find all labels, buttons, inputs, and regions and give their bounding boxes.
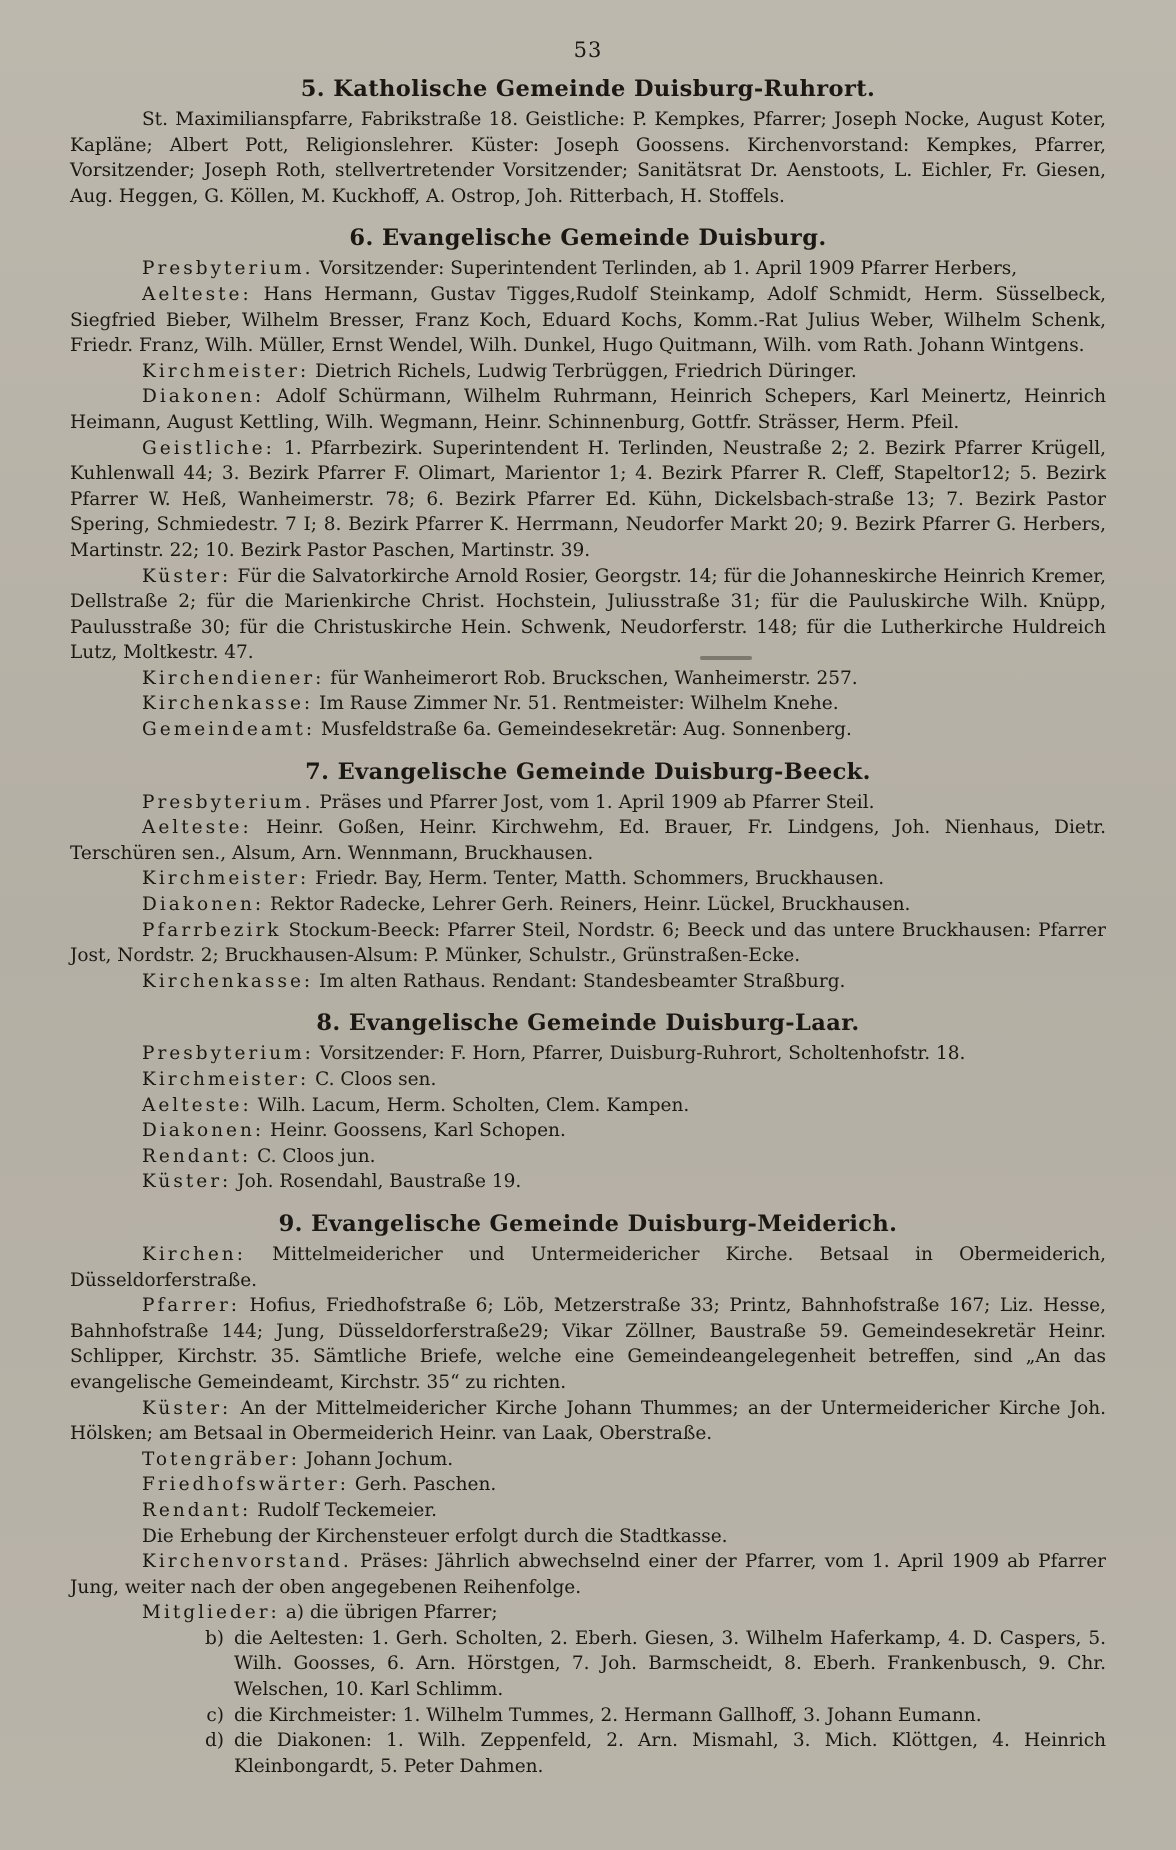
- section-5: [70, 76, 1106, 209]
- mitglieder-list: [70, 1626, 1106, 1780]
- aelteste-entry: [70, 282, 1106, 359]
- section-5-title: 5. Katholische Gemeinde Duisburg-Ruhrort.: [300, 76, 876, 102]
- entry-text: Hans Hermann, Gustav Tigges,Rudolf Steinkamp, Adolf Schmidt, Herm. Süsselbeck, Siegfried Bieber, Wilhelm Bresser, Franz Koch, Eduard Kochs, Komm.-Rat Julius Weber, Wilhelm Schenk, Friedr. Franz, Wilh. Müller, Ernst Wendel, Wilh. Dunkel, Hugo Quitmann, Wilh. vom Rath. Johann Wintgens.: [70, 283, 1107, 357]
- geistliche-entry: [70, 436, 1106, 564]
- kirchmeister-entry: [70, 866, 1106, 892]
- kirchmeister-entry: [70, 1067, 1106, 1093]
- entry-label: Aelteste:: [142, 283, 252, 305]
- page-number: 53: [573, 38, 603, 62]
- entry-text: Im alten Rathaus. Rendant: Standesbeamter Straßburg.: [319, 970, 846, 992]
- entry-label: Kirchenvorstand.: [142, 1551, 352, 1573]
- entry-label: Küster:: [142, 1397, 232, 1419]
- entry-label: Presbyterium.: [142, 258, 314, 280]
- entry-label: Kirchendiener:: [142, 667, 325, 689]
- diakonen-entry: [70, 384, 1106, 435]
- entry-label: Aelteste:: [142, 1094, 252, 1116]
- entry-text: Adolf Schürmann, Wilhelm Ruhrmann, Heinrich Schepers, Karl Meinertz, Heinrich Heimann, August Kettling, Wilh. Wegmann, Heinr. Schinnenburg, Gottfr. Strässer, Herm. Pfeil.: [70, 386, 1106, 433]
- entry-label: Totengräber:: [142, 1448, 300, 1470]
- entry-text: Heinr. Goossens, Karl Schopen.: [270, 1120, 566, 1142]
- entry-text: Rektor Radecke, Lehrer Gerh. Reiners, Heinr. Lückel, Bruckhausen.: [270, 894, 911, 916]
- list-marker: d): [204, 1730, 224, 1752]
- section-9-title: 9. Evangelische Gemeinde Duisburg-Meiderich.: [278, 1210, 898, 1237]
- totengraeber-entry: [70, 1447, 1106, 1473]
- entry-label: Presbyterium.: [142, 791, 314, 813]
- pfarrer-entry: [70, 1293, 1106, 1395]
- entry-text: Wilh. Lacum, Herm. Scholten, Clem. Kampen.: [257, 1094, 690, 1116]
- entry-text: Friedr. Bay, Herm. Tenter, Matth. Schommers, Bruckhausen.: [315, 868, 885, 890]
- entry-label: Kirchenkasse:: [142, 693, 314, 715]
- entry-label: Kirchmeister:: [142, 1069, 310, 1090]
- entry-label: Küster:: [142, 565, 232, 587]
- gemeindeamt-entry: [70, 717, 1106, 743]
- aelteste-entry: [70, 1093, 1106, 1119]
- section-8-title: 8. Evangelische Gemeinde Duisburg-Laar.: [316, 1010, 860, 1037]
- entry-text: Gerh. Paschen.: [354, 1474, 497, 1496]
- diakonen-entry: [70, 1118, 1106, 1144]
- entry-label: Rendant:: [142, 1499, 252, 1521]
- list-text: die Kirchmeister: 1. Wilhelm Tummes, 2. Hermann Gallhoff, 3. Johann Eumann.: [234, 1704, 982, 1726]
- list-marker: b): [204, 1627, 224, 1649]
- presbyterium-entry: [70, 256, 1106, 282]
- list-marker: a): [285, 1602, 304, 1624]
- entry-text: C. Cloos jun.: [257, 1145, 376, 1167]
- presbyterium-entry: [70, 1041, 1106, 1067]
- entry-label: Pfarrer:: [142, 1295, 241, 1317]
- list-marker: c): [206, 1704, 224, 1726]
- entry-text: Präses: Jährlich abwechselnd einer der Pfarrer, vom 1. April 1909 ab Pfarrer Jung, weiter nach der oben angegebenen Reihenfolge.: [70, 1551, 1106, 1598]
- kirchmeister-entry: [70, 359, 1106, 385]
- diakonen-entry: [70, 892, 1106, 918]
- entry-label: Presbyterium:: [142, 1043, 314, 1065]
- entry-text: Hofius, Friedhofstraße 6; Löb, Metzerstraße 33; Printz, Bahnhofstraße 167; Liz. Hesse, Bahnhofstraße 144; Jung, Düsseldorferstraße29; Vikar Zöllner, Baustraße 59. Gemeindesekretär Heinr. Schlipper, Kirchstr. 35. Sämtliche Briefe, welche eine Gemeindeangelegenheit betreffen, sind „An das evangelische Gemeindeamt, Kirchstr. 35“ zu richten.: [70, 1295, 1106, 1393]
- section-7: [70, 759, 1106, 995]
- list-text: die Aeltesten: 1. Gerh. Scholten, 2. Eberh. Giesen, 3. Wilhelm Haferkamp, 4. D. Caspers, 5. Wilh. Goosses, 6. Arn. Hörstgen, 7. Joh. Barmscheidt, 8. Eberh. Frankenbusch, 9. Chr. Welschen, 10. Karl Schlimm.: [234, 1627, 1106, 1701]
- entry-label: Pfarrbezirk: [142, 919, 282, 941]
- entry-label: Kirchmeister:: [142, 360, 310, 382]
- entry-label: Diakonen:: [142, 894, 265, 916]
- entry-label: Diakonen:: [142, 1120, 265, 1142]
- entry-label: Küster:: [142, 1171, 232, 1193]
- list-item-c: [182, 1703, 1106, 1729]
- entry-text: 1. Pfarrbezirk. Superintendent H. Terlinden, Neustraße 2; 2. Bezirk Pfarrer Krügell, Kuhlenwall 44; 3. Bezirk Pfarrer F. Olimart, Marientor 1; 4. Bezirk Pfarrer R. Cleff, Stapeltor12; 5. Bezirk Pfarrer W. Heß, Wanheimerstr. 78; 6. Bezirk Pfarrer Ed. Kühn, Dickelsbach-straße 13; 7. Bezirk Pastor Spering, Schmiedestr. 7 I; 8. Bezirk Pfarrer K. Herrmann, Neudorfer Markt 20; 9. Bezirk Pfarrer G. Herbers, Martinstr. 22; 10. Bezirk Pastor Paschen, Martinstr. 39.: [70, 437, 1106, 561]
- list-text: die Diakonen: 1. Wilh. Zeppenfeld, 2. Arn. Mismahl, 3. Mich. Klöttgen, 4. Heinrich Kleinbongardt, 5. Peter Dahmen.: [234, 1730, 1106, 1777]
- kirchensteuer-note: Die Erhebung der Kirchensteuer erfolgt durch die Stadtkasse.: [142, 1525, 728, 1547]
- friedhofswaerter-entry: [70, 1472, 1106, 1498]
- entry-text: Vorsitzender: Superintendent Terlinden, ab 1. April 1909 Pfarrer Herbers,: [319, 258, 1018, 280]
- section-9: [70, 1211, 1106, 1779]
- kuester-entry: [70, 564, 1106, 666]
- section-6: [70, 225, 1106, 742]
- mitglieder-entry: [70, 1600, 1106, 1626]
- entry-label: Kirchen:: [142, 1243, 246, 1265]
- entry-text: Vorsitzender: F. Horn, Pfarrer, Duisburg-Ruhrort, Scholtenhofstr. 18.: [319, 1043, 966, 1065]
- entry-label: Kirchmeister:: [142, 868, 310, 890]
- entry-text: Heinr. Goßen, Heinr. Kirchwehm, Ed. Brauer, Fr. Lindgens, Joh. Nienhaus, Dietr. Terschüren sen., Alsum, Arn. Wennmann, Bruckhausen.: [70, 817, 1106, 864]
- entry-text: Rudolf Teckemeier.: [257, 1499, 438, 1521]
- entry-label: Geistliche:: [142, 437, 275, 459]
- entry-text: C. Cloos sen.: [315, 1069, 437, 1090]
- pencil-mark: [700, 656, 752, 660]
- entry-text: Für die Salvatorkirche Arnold Rosier, Georgstr. 14; für die Johanneskirche Heinrich Kremer, Dellstraße 2; für die Marienkirche Christ. Hochstein, Juliusstraße 31; für die Pauluskirche Wilh. Knüpp, Paulusstraße 30; für die Christuskirche Hein. Schwenk, Neudorferstr. 148; für die Lutherkirche Huldreich Lutz, Moltkestr. 47.: [70, 565, 1106, 664]
- list-item-b: [182, 1626, 1106, 1703]
- list-item-a: [286, 1602, 498, 1623]
- list-item-d: [182, 1728, 1106, 1779]
- entry-label: Diakonen:: [142, 386, 265, 408]
- kuester-entry: [70, 1169, 1106, 1195]
- entry-label: Aelteste:: [142, 817, 252, 839]
- entry-text: Präses und Pfarrer Jost, vom 1. April 1909 ab Pfarrer Steil.: [319, 791, 875, 813]
- aelteste-entry: [70, 815, 1106, 866]
- entry-text: Stockum-Beeck: Pfarrer Steil, Nordstr. 6; Beeck und das untere Bruckhausen: Pfarrer Jost, Nordstr. 2; Bruckhausen-Alsum: P. Münker, Schulstr., Grünstraßen-Ecke.: [70, 919, 1106, 967]
- kirchenkasse-entry: [70, 969, 1106, 995]
- presbyterium-entry: [70, 790, 1106, 816]
- kirchenkasse-entry: [70, 691, 1106, 717]
- kirchendiener-entry: [70, 666, 1106, 692]
- entry-label: Kirchenkasse:: [142, 970, 314, 992]
- entry-text: Musfeldstraße 6a. Gemeindesekretär: Aug. Sonnenberg.: [320, 719, 852, 741]
- entry-text: Dietrich Richels, Ludwig Terbrüggen, Friedrich Düringer.: [315, 360, 857, 382]
- entry-label: Rendant:: [142, 1145, 252, 1167]
- entry-text: Im Rause Zimmer Nr. 51. Rentmeister: Wilhelm Knehe.: [319, 693, 839, 715]
- entry-text: Joh. Rosendahl, Baustraße 19.: [237, 1171, 522, 1193]
- entry-text: für Wanheimerort Rob. Bruckschen, Wanheimerstr. 257.: [330, 667, 858, 689]
- entry-label: Mitglieder:: [142, 1602, 280, 1624]
- entry-text: Mittelmeidericher und Untermeidericher Kirche. Betsaal in Obermeiderich, Düsseldorferstraße.: [70, 1243, 1106, 1291]
- rendant-entry: [70, 1144, 1106, 1170]
- kirchenvorstand-entry: [70, 1549, 1106, 1600]
- list-text: die übrigen Pfarrer;: [309, 1602, 498, 1624]
- entry-text: Johann Jochum.: [305, 1448, 454, 1470]
- section-5-text: St. Maximilianspfarre, Fabrikstraße 18. Geistliche: P. Kempkes, Pfarrer; Joseph Nocke, August Koter, Kapläne; Albert Pott, Religionslehrer. Küster: Joseph Goossens. Kirchenvorstand: Kempkes, Pfarrer, Vorsitzender; Joseph Roth, stellvertretender Vorsitzender; Sanitätsrat Dr. Aenstoots, L. Eichler, Fr. Giesen, Aug. Heggen, G. Köllen, M. Kuckhoff, A. Ostrop, Joh. Ritterbach, H. Stoffels.: [70, 109, 1106, 207]
- section-6-title: 6. Evangelische Gemeinde Duisburg.: [349, 225, 827, 252]
- entry-text: An der Mittelmeidericher Kirche Johann Thummes; an der Untermeidericher Kirche Joh. Hölsken; am Betsaal in Obermeiderich Heinr. van Laak, Oberstraße.: [70, 1397, 1106, 1445]
- pfarrbezirk-entry: [70, 918, 1106, 969]
- section-8: [70, 1010, 1106, 1195]
- rendant-entry: [70, 1498, 1106, 1524]
- kuester-entry: [70, 1396, 1106, 1447]
- entry-label: Friedhofswärter:: [142, 1474, 349, 1496]
- section-7-title: 7. Evangelische Gemeinde Duisburg-Beeck.: [305, 758, 871, 785]
- entry-label: Gemeindeamt:: [142, 719, 316, 741]
- kirchen-entry: [70, 1242, 1106, 1293]
